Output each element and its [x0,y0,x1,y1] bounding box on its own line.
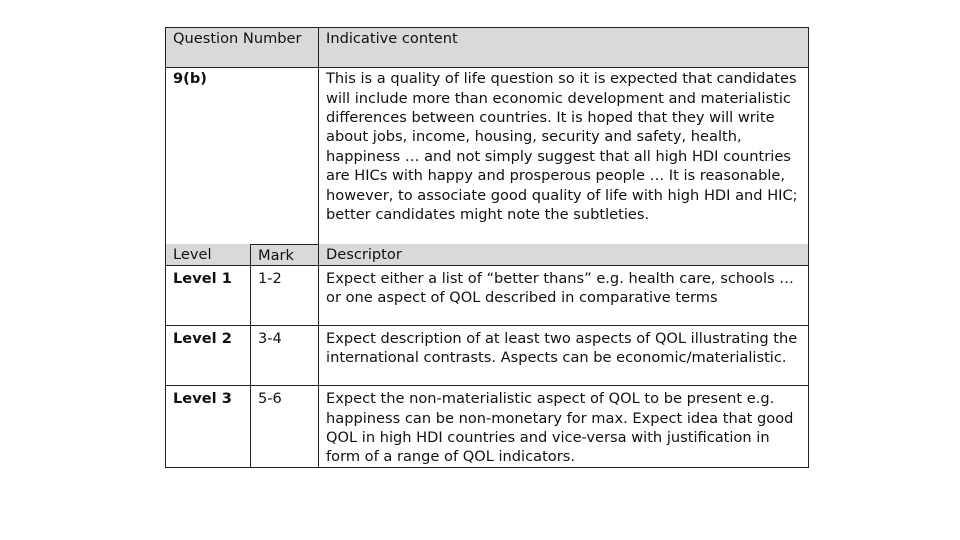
question-number-cell: 9(b) [166,68,319,245]
indicative-content-cell: This is a quality of life question so it is expected that candidates will include more than economic development and materialistic differences between countries. It is hoped that they will write about jobs, income, housing, security and safety, health, happiness … and not simply suggest that all high HDI countries are HICs with happy and prosperous people … It is reasonable, however, to associate good quality of life with high HDI and HIC; better candidates might note the subtleties. [319,68,809,245]
descriptor-cell: Expect description of at least two aspects of QOL illustrating the international contrasts. Aspects can be economic/materialistic. [319,325,809,385]
mark-scheme-table [165,27,809,468]
mark-header: Mark [251,244,319,265]
table-row [166,325,809,385]
descriptor-cell: Expect the non-materialistic aspect of QOL to be present e.g. happiness can be non-monetary for max. Expect idea that good QOL in high HDI countries and vice-versa with justification in form of a range of QOL indicators. [319,386,809,468]
levels-header-row [166,244,809,265]
descriptor-header: Descriptor [319,244,809,265]
question-number-header: Question Number [166,28,319,68]
table-row [166,265,809,325]
mark-cell: 1-2 [251,265,319,325]
level-cell: Level 1 [166,265,251,325]
table-row [166,386,809,468]
level-header: Level [166,244,251,265]
mark-cell: 5-6 [251,386,319,468]
descriptor-cell: Expect either a list of “better thans” e.g. health care, schools … or one aspect of QOL described in comparative terms [319,265,809,325]
table-header-row [166,28,809,68]
indicative-content-header: Indicative content [319,28,809,68]
question-row [166,68,809,245]
mark-cell: 3-4 [251,325,319,385]
level-cell: Level 3 [166,386,251,468]
level-cell: Level 2 [166,325,251,385]
